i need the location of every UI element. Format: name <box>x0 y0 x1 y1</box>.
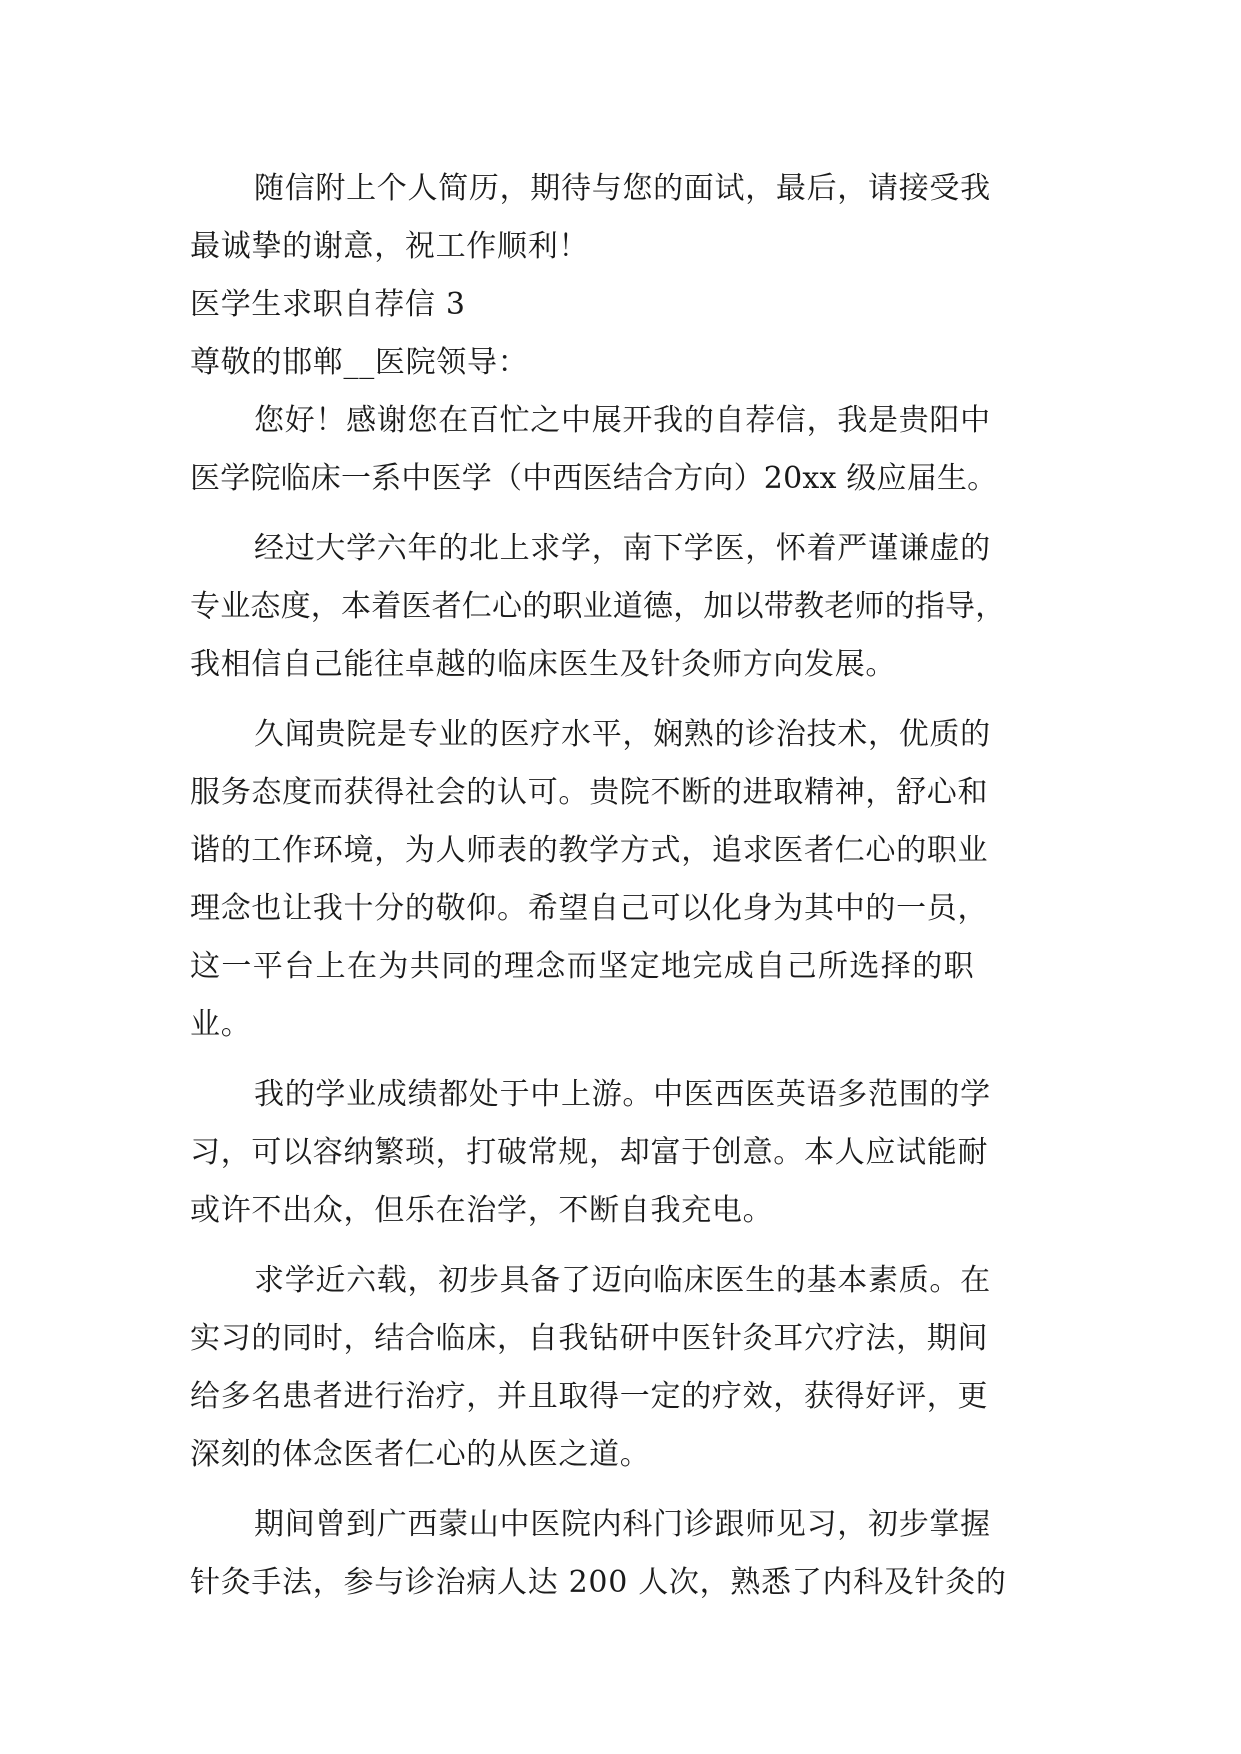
text-line: 这一平台上在为共同的理念而坚定地完成自己所选择的职 <box>190 949 975 984</box>
salutation: 尊敬的邯郸__医院领导： <box>190 345 529 380</box>
text-line: 我相信自己能往卓越的临床医生及针灸师方向发展。 <box>190 647 897 682</box>
text-line: 医学院临床一系中医学（中西医结合方向）20xx 级应届生。 <box>190 461 998 496</box>
text-line: 专业态度，本着医者仁心的职业道德，加以带教老师的指导， <box>190 589 1006 624</box>
text-line: 求学近六载，初步具备了迈向临床医生的基本素质。在 <box>254 1263 991 1298</box>
text-line: 最诚挚的谢意，祝工作顺利！ <box>190 229 590 264</box>
text-line: 或许不出众，但乐在治学，不断自我充电。 <box>190 1193 774 1228</box>
text-line: 深刻的体念医者仁心的从医之道。 <box>190 1437 651 1472</box>
text-line: 您好！感谢您在百忙之中展开我的自荐信，我是贵阳中 <box>254 403 991 438</box>
text-line: 给多名患者进行治疗，并且取得一定的疗效，获得好评，更 <box>190 1379 989 1414</box>
text-line: 谐的工作环境，为人师表的教学方式，追求医者仁心的职业 <box>190 833 989 868</box>
text-line: 随信附上个人简历，期待与您的面试，最后，请接受我 <box>254 171 991 206</box>
text-line: 习，可以容纳繁琐，打破常规，却富于创意。本人应试能耐 <box>190 1135 989 1170</box>
text-line: 我的学业成绩都处于中上游。中医西医英语多范围的学 <box>254 1077 991 1112</box>
letter-body <box>190 160 1060 1612</box>
text-line: 期间曾到广西蒙山中医院内科门诊跟师见习，初步掌握 <box>254 1507 991 1542</box>
text-line: 业。 <box>190 1007 252 1042</box>
text-line: 经过大学六年的北上求学，南下学医，怀着严谨谦虚的 <box>254 531 991 566</box>
text-line: 服务态度而获得社会的认可。贵院不断的进取精神，舒心和 <box>190 775 989 810</box>
text-line: 理念也让我十分的敬仰。希望自己可以化身为其中的一员， <box>190 891 989 926</box>
text-line: 针灸手法，参与诊治病人达 200 人次，熟悉了内科及针灸的 <box>190 1565 1007 1600</box>
text-line: 实习的同时，结合临床，自我钻研中医针灸耳穴疗法，期间 <box>190 1321 989 1356</box>
section-title: 医学生求职自荐信 3 <box>190 287 466 322</box>
text-line: 久闻贵院是专业的医疗水平，娴熟的诊治技术，优质的 <box>254 717 991 752</box>
